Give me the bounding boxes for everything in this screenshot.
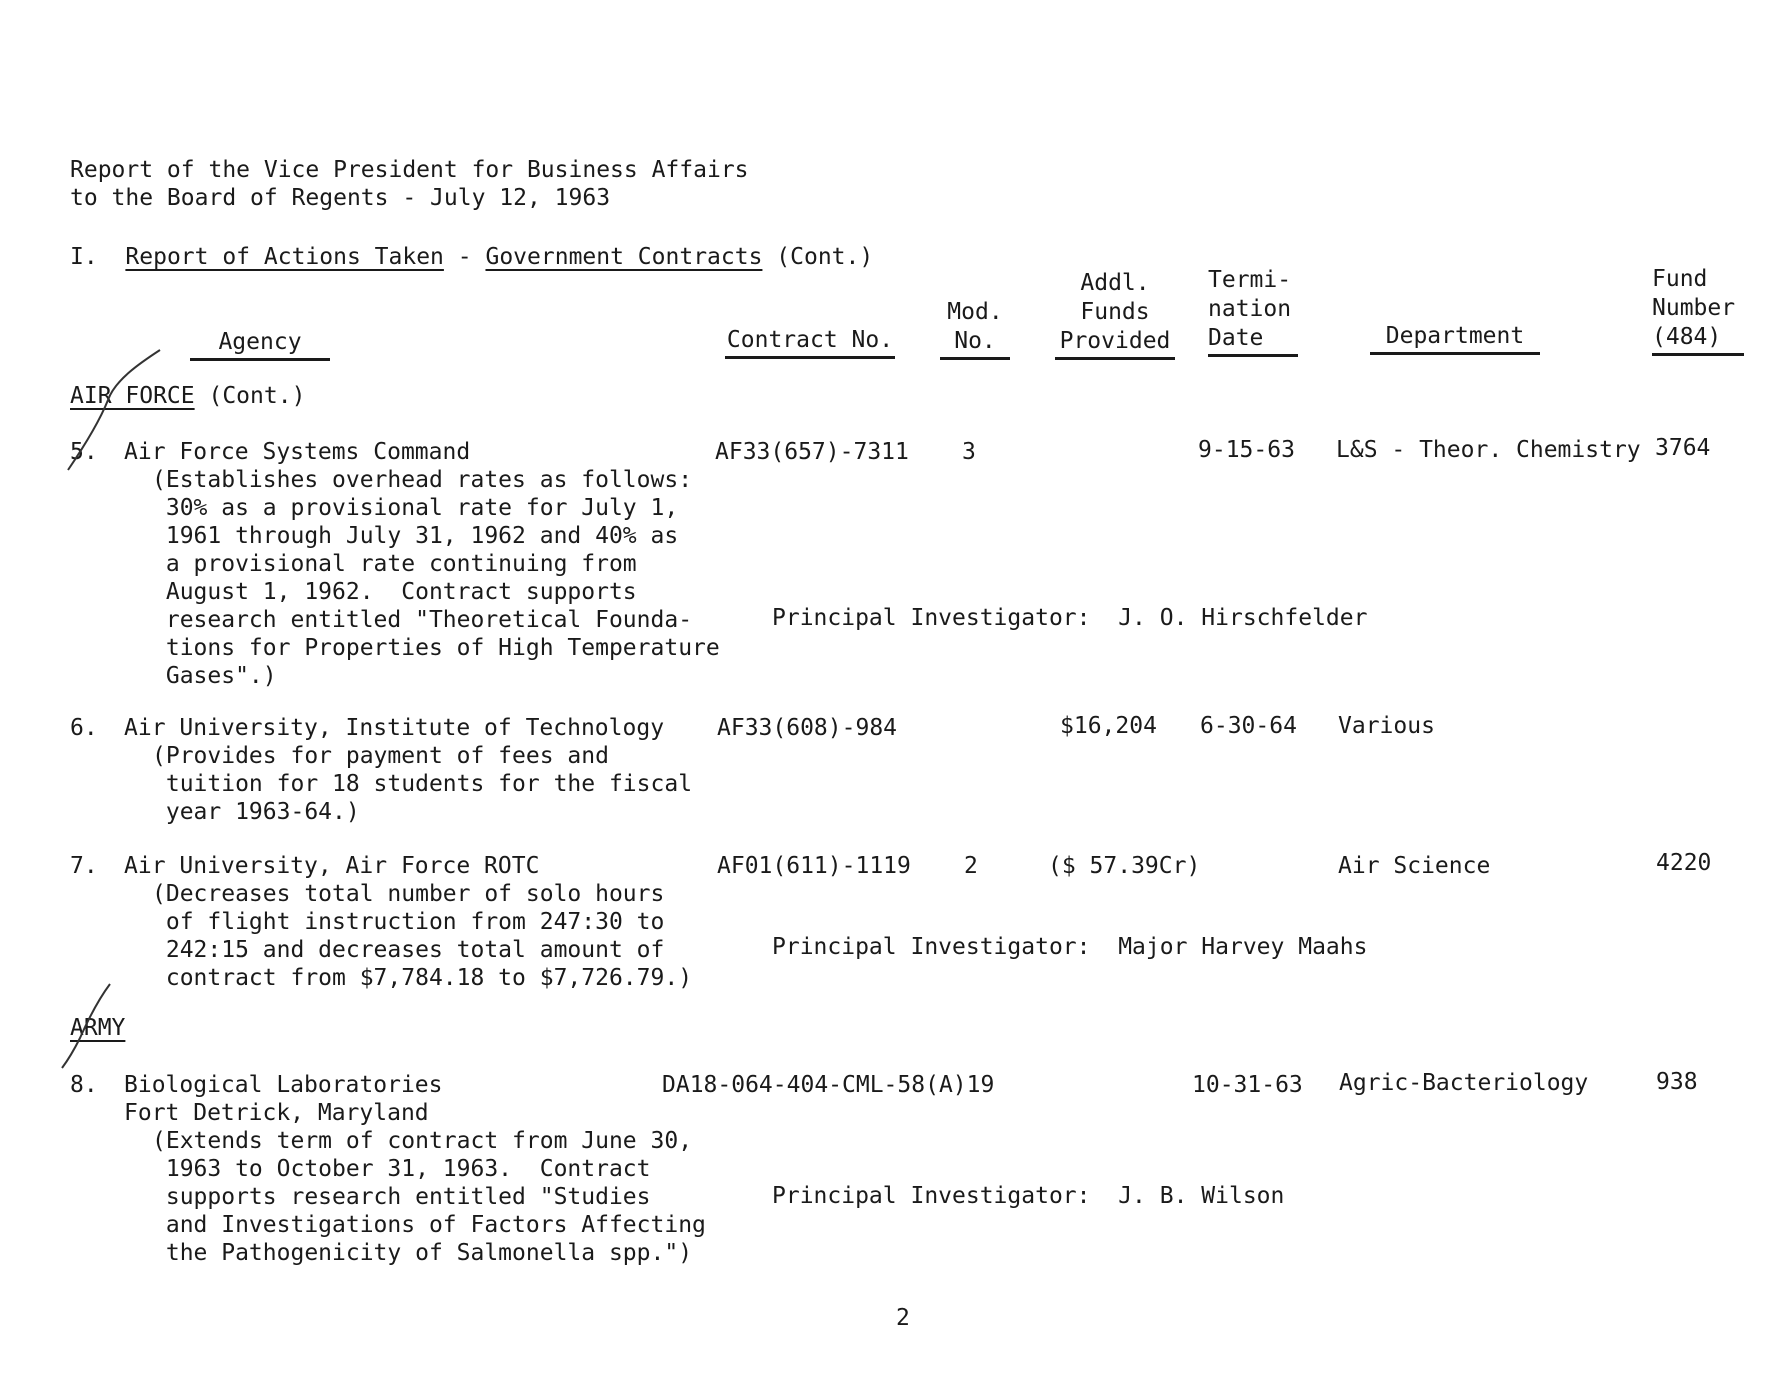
row-8-number: 8. (70, 1072, 98, 1098)
row-7-agency: Air University, Air Force ROTC (124, 853, 540, 879)
row-8-principal-investigator: Principal Investigator: J. B. Wilson (772, 1183, 1285, 1209)
row-7-department: Air Science (1338, 853, 1491, 879)
col-header-addl-funds: Addl. Funds Provided (1055, 269, 1175, 360)
section-heading (70, 243, 873, 271)
section-title-dash: - (457, 244, 472, 270)
row-8-fund-number: 938 (1656, 1069, 1698, 1095)
row-7-principal-investigator: Principal Investigator: Major Harvey Maahs (772, 934, 1368, 960)
group-air-force: AIR FORCE (Cont.) (70, 383, 306, 409)
row-6-description: (Provides for payment of fees and tuition for 18 students for the fiscal year 1963-64.) (152, 743, 693, 825)
group-army: ARMY (70, 1015, 126, 1041)
col-header-department: Department (1370, 322, 1540, 355)
row-6-number: 6. (70, 715, 98, 741)
row-6-contract-no: AF33(608)-984 (717, 715, 898, 741)
row-8-department: Agric-Bacteriology (1339, 1070, 1589, 1096)
row-6-termination-date: 6-30-64 (1200, 713, 1297, 739)
col-header-agency: Agency (190, 328, 330, 361)
row-7-description: (Decreases total number of solo hours of flight instruction from 247:30 to 242:15 and decreases total amount of contract from $7,784.18 to $7,726.79.) (152, 881, 693, 991)
row-8-agency: Biological Laboratories (124, 1072, 443, 1098)
row-6-agency: Air University, Institute of Technology (124, 715, 665, 741)
row-5-principal-investigator: Principal Investigator: J. O. Hirschfelder (772, 605, 1368, 631)
section-title-part2: Government Contracts (485, 244, 763, 270)
col-header-termination-date: Termi- nation Date (1208, 266, 1300, 357)
row-8-contract-no: DA18-064-404-CML-58(A)19 (662, 1072, 995, 1098)
row-5-mod-no: 3 (962, 439, 976, 465)
row-7-mod-no: 2 (964, 853, 978, 879)
row-5-fund-number: 3764 (1655, 435, 1711, 461)
section-number: I. (70, 244, 98, 270)
row-6-addl-funds: $16,204 (1060, 713, 1157, 739)
col-header-mod-no: Mod. No. (940, 298, 1010, 360)
row-8-description: (Extends term of contract from June 30, 1963 to October 31, 1963. Contract supports research entitled "Studies and Investigations of Factors Affecting the Pathogenicity of Salmonella spp.") (152, 1128, 706, 1266)
row-5-agency: Air Force Systems Command (124, 439, 471, 465)
row-5-number: 5. (70, 439, 98, 465)
row-6-department: Various (1338, 713, 1435, 739)
row-7-contract-no: AF01(611)-1119 (717, 853, 911, 879)
row-5-description: (Establishes overhead rates as follows: 30% as a provisional rate for July 1, 1961 through July 31, 1962 and 40% as a provisional rate continuing from August 1, 1962. Contract supports research entitled "Theoretical Founda- tions for Properties of High Temperature Gases".) (152, 467, 720, 689)
report-title-line1: Report of the Vice President for Business Affairs (70, 157, 749, 183)
row-8-termination-date: 10-31-63 (1192, 1072, 1303, 1098)
section-cont: (Cont.) (776, 244, 874, 270)
row-8-agency-location: Fort Detrick, Maryland (124, 1100, 429, 1126)
row-5-department: L&S - Theor. Chemistry (1336, 437, 1641, 463)
row-5-termination-date: 9-15-63 (1198, 437, 1295, 463)
col-header-contract-no: Contract No. (725, 326, 895, 359)
page-number: 2 (896, 1305, 910, 1331)
row-7-number: 7. (70, 853, 98, 879)
col-header-fund-number: Fund Number (484) (1652, 265, 1744, 356)
report-title-line2: to the Board of Regents - July 12, 1963 (70, 185, 611, 211)
row-7-fund-number: 4220 (1656, 850, 1712, 876)
row-5-contract-no: AF33(657)-7311 (715, 439, 909, 465)
row-7-addl-funds: ($ 57.39Cr) (1048, 853, 1201, 879)
section-title-part1: Report of Actions Taken (125, 244, 444, 270)
